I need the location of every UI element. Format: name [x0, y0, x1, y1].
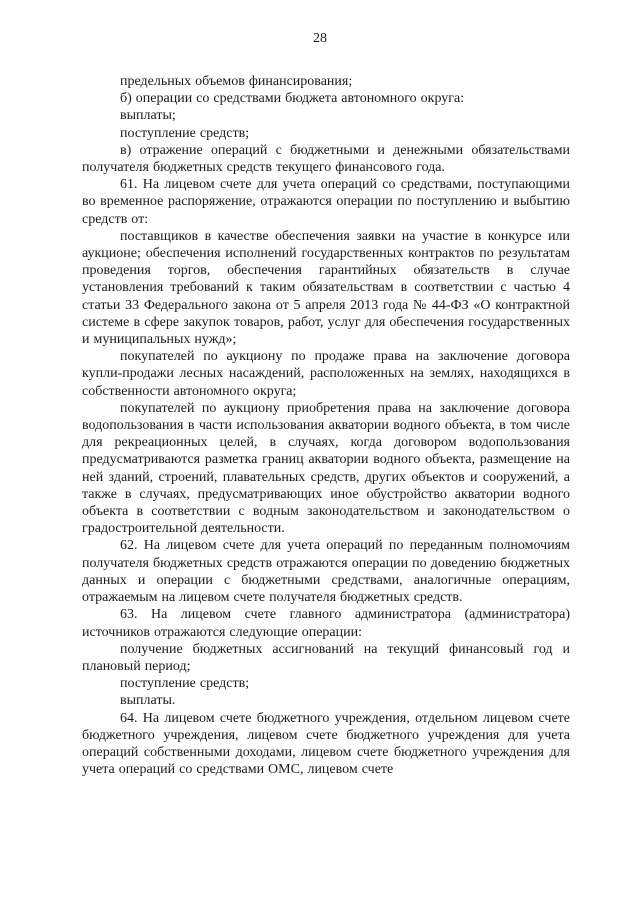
document-body [82, 73, 570, 778]
paragraph-water-buyers: покупателей по аукциону приобретения права на заключение договора водопользования в части использования акватории водного объекта, в том числе для рекреационных целей, в случаях, когда договором водопользования предусматриваются разметка границ акватории водного объекта, размещение на ней зданий, строений, плавательных средств, других объектов и сооружений, а также в случаях, предусматривающих иное обустройство акватории водного объекта в соответствии с водным законодательством и законодательством о градостроительной деятельности. [82, 400, 570, 537]
paragraph-64: 64. На лицевом счете бюджетного учреждения, отдельном лицевом счете бюджетного учреждения, лицевом счете бюджетного учреждения для учета операций собственными доходами, лицевом счете бюджетного учреждения для учета операций со средствами ОМС, лицевом счете [82, 710, 570, 778]
paragraph-forest-buyers: покупателей по аукциону по продаже права на заключение договора купли-продажи лесных насаждений, расположенных на землях, находящихся в собственности автономного округа; [82, 349, 570, 399]
paragraph-62: 62. На лицевом счете для учета операций по переданным полномочиям получателя бюджетных средств отражаются операции по доведению бюджетных данных и операции с бюджетными средствами, аналогичные операциям, отражаемым на лицевом счете получателя бюджетных средств. [82, 538, 570, 606]
paragraph-receipts-2: поступление средств; [120, 676, 250, 692]
paragraph-payments: выплаты; [120, 108, 176, 124]
paragraph-v-obligations: в) отражение операций с бюджетными и денежными обязательствами получателя бюджетных средств текущего финансового года. [82, 142, 570, 176]
paragraph-financing-limits: предельных объемов финансирования; [120, 74, 353, 89]
paragraph-budget-allocations: получение бюджетных ассигнований на текущий финансовый год и плановый период; [82, 641, 570, 674]
paragraph-61: 61. На лицевом счете для учета операций со средствами, поступающими во временное распоряжение, отражаются операции по поступлению и выбытию средств от: [82, 177, 570, 227]
page-number: 28 [313, 31, 327, 46]
paragraph-payments-2: выплаты. [120, 693, 176, 709]
paragraph-receipts: поступление средств; [120, 125, 250, 141]
paragraph-suppliers: поставщиков в качестве обеспечения заявки на участие в конкурсе или аукционе; обеспечения исполнений государственных контрактов по результатам проведения торгов, обеспечения гарантийных обязательств в случае установления требований к таким обязательствам в соответствии с частью 4 статьи 33 Федерального закона от 5 апреля 2013 года № 44-ФЗ «О контрактной системе в сфере закупок товаров, работ, услуг для обеспечения государственных и муниципальных нужд»; [82, 228, 570, 348]
paragraph-b-operations: б) операции со средствами бюджета автономного округа: [120, 91, 465, 107]
paragraph-63: 63. На лицевом счете главного администратора (администратора) источников отражаются следующие операции: [82, 607, 570, 640]
